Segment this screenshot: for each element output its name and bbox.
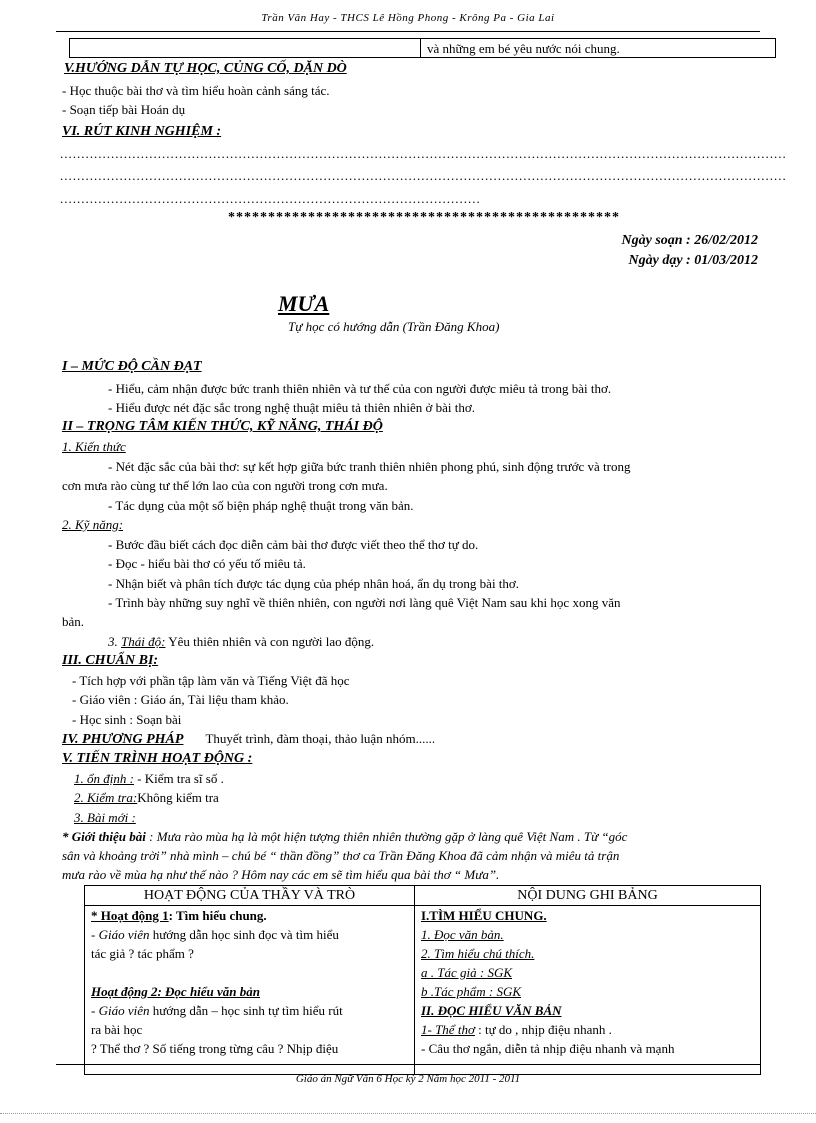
table-header-content: NỘI DUNG GHI BẢNG <box>415 886 761 906</box>
content-desc: - Câu thơ ngắn, diễn tả nhịp điệu nhanh và mạnh <box>421 1041 675 1056</box>
table-header-row <box>85 886 761 906</box>
page-edge <box>0 1113 816 1114</box>
skills-line-4b: bản. <box>62 614 85 629</box>
section5-item-2: - Soạn tiếp bài Hoán dụ <box>62 102 186 117</box>
notes-line-3: ................................................................................................... <box>60 191 481 206</box>
header-rule <box>56 31 760 32</box>
prep-item-1: - Tích hợp với phần tập làm văn và Tiếng Việt đã học <box>72 673 350 688</box>
lesson-subtitle: Tự học có hướng dẫn (Trần Đăng Khoa) <box>288 319 500 334</box>
content-author: a . Tác giả : SGK <box>421 965 512 980</box>
attitude-number: 3. <box>108 634 121 649</box>
continued-table-right-cell: và những em bé yêu nước nói chung. <box>427 41 620 56</box>
activity1-desc-2: tác giả ? tác phẩm ? <box>91 946 194 961</box>
content-form-label: 1- Thể thơ <box>421 1022 475 1037</box>
part3-heading: III. CHUẨN BỊ: <box>62 653 159 668</box>
section5-heading: V.HƯỚNG DẪN TỰ HỌC, CỦNG CỐ, DẶN DÒ <box>64 61 347 76</box>
attitude-line <box>108 633 374 650</box>
content-read: 1. Đọc văn bản. <box>421 927 504 942</box>
date-taught: Ngày dạy : 01/03/2012 <box>628 253 758 268</box>
activity2-heading: Hoạt động 2: Đọc hiểu văn bản <box>91 984 261 999</box>
part4-line <box>62 730 435 748</box>
continued-table-row <box>69 38 776 58</box>
activity-table <box>84 885 761 1075</box>
activities-cell <box>85 906 415 1075</box>
content-work: b .Tác phẩm : SGK <box>421 984 522 999</box>
activity1-line <box>91 906 408 925</box>
continued-table-left-cell <box>70 39 421 57</box>
part1-heading: I – MỨC ĐỘ CẦN ĐẠT <box>62 359 202 374</box>
section5-item-1: - Học thuộc bài thơ và tìm hiểu hoàn cảnh sáng tác. <box>62 83 330 98</box>
separator: ************************************************* <box>228 210 620 225</box>
activity1-desc-teacher: - Giáo viên <box>91 927 150 942</box>
part4-heading: IV. PHƯƠNG PHÁP <box>62 732 184 747</box>
content-heading-2: II. ĐỌC HIỂU VĂN BẢN <box>421 1003 562 1018</box>
step2-label: 2. Kiểm tra: <box>74 790 138 805</box>
skills-line-3: - Nhận biết và phân tích được tác dụng của phép nhân hoá, ẩn dụ trong bài thơ. <box>108 576 520 591</box>
page-header: Trần Văn Hay - THCS Lê Hồng Phong - Krông Pa - Gia Lai <box>261 12 555 24</box>
step3-label: 3. Bài mới : <box>74 810 136 825</box>
intro-line-2: sân và khoảng trời” nhà mình – chú bé “ thần đồng” thơ ca Trần Đăng Khoa đã cảm nhận và miêu tả trận <box>62 848 620 863</box>
intro-label: * Giới thiệu bài <box>62 829 146 844</box>
step2-text: Không kiểm tra <box>137 790 219 805</box>
knowledge-line-1a: - Nét đặc sắc của bài thơ: sự kết hợp giữa bức tranh thiên nhiên phong phú, sinh động trước và trong <box>108 459 631 474</box>
lesson-title: MƯA <box>278 291 330 316</box>
intro-line-1 <box>62 828 627 845</box>
attitude-label: Thái độ: <box>121 634 166 649</box>
intro-line-3: mưa rào về mùa hạ như thế nào ? Hôm nay các em sẽ tìm hiểu qua bài thơ “ Mưa”. <box>62 867 500 882</box>
skills-line-2: - Đọc - hiểu bài thơ có yếu tố miêu tả. <box>108 556 306 571</box>
skills-subheading: 2. Kỹ năng: <box>62 517 124 532</box>
prep-item-3: - Học sinh : Soạn bài <box>72 712 182 727</box>
knowledge-line-2: - Tác dụng của một số biện pháp nghệ thuật trong văn bản. <box>108 498 414 513</box>
part1-line-2: - Hiểu được nét đặc sắc trong nghệ thuật miêu tả thiên nhiên ở bài thơ. <box>108 400 476 415</box>
date-prepared: Ngày soạn : 26/02/2012 <box>621 233 758 248</box>
notes-line-2: ........................................................................................................................................................................... <box>60 168 787 183</box>
part1-line-1: - Hiểu, cảm nhận được bức tranh thiên nhiên và tư thế của con người được miêu tả trong bài thơ. <box>108 381 612 396</box>
table-row <box>85 906 761 1075</box>
activity1-text: : Tìm hiểu chung. <box>168 908 267 923</box>
step1-label: 1. ổn định : <box>74 771 134 786</box>
activity2-desc-rest: hướng dẫn – học sinh tự tìm hiểu rút <box>149 1003 343 1018</box>
activity2-desc-2: ra bài học <box>91 1022 143 1037</box>
footer-rule <box>56 1064 760 1065</box>
part2-heading: II – TRỌNG TÂM KIẾN THỨC, KỸ NĂNG, THÁI ĐỘ <box>62 419 383 434</box>
skills-line-4a: - Trình bày những suy nghĩ về thiên nhiên, con người nơi làng quê Việt Nam sau khi học xong văn <box>108 595 621 610</box>
intro-text-1: : Mưa rào mùa hạ là một hiện tượng thiên nhiên thường gặp ở làng quê Việt Nam . Từ “góc <box>145 829 628 844</box>
section6-heading: VI. RÚT KINH NGHIỆM : <box>62 124 222 139</box>
page-footer: Giáo án Ngữ Văn 6 Học kỳ 2 Năm học 2011 - 2011 <box>295 1073 521 1085</box>
step1-line <box>74 770 224 787</box>
activity1-desc-1 <box>91 925 408 944</box>
skills-line-1: - Bước đầu biết cách đọc diễn cảm bài thơ được viết theo thể thơ tự do. <box>108 537 479 552</box>
activity1-desc-rest: hướng dẫn học sinh đọc và tìm hiểu <box>149 927 339 942</box>
activity2-question: ? Thể thơ ? Số tiếng trong từng câu ? Nhịp điệu <box>91 1041 339 1056</box>
activity2-desc-teacher: - Giáo viên <box>91 1003 150 1018</box>
knowledge-line-1b: cơn mưa rào cùng tư thế lớn lao của con người trong cơn mưa. <box>62 478 388 493</box>
content-notes: 2. Tìm hiểu chú thích. <box>421 946 535 961</box>
content-heading-1: I.TÌM HIỂU CHUNG. <box>421 908 547 923</box>
table-header-activities: HOẠT ĐỘNG CỦA THẦY VÀ TRÒ <box>85 886 415 906</box>
part4-text: Thuyết trình, đàm thoại, thảo luận nhóm...... <box>205 731 436 746</box>
part5-heading: V. TIẾN TRÌNH HOẠT ĐỘNG : <box>62 751 253 766</box>
activity1-label: * Hoạt động 1 <box>91 908 169 923</box>
notes-line-1: ........................................................................................................................................................................... <box>60 146 787 161</box>
attitude-text: Yêu thiên nhiên và con người lao động. <box>165 634 375 649</box>
prep-item-2: - Giáo viên : Giáo án, Tài liệu tham khảo. <box>72 692 289 707</box>
activity2-desc-1 <box>91 1001 408 1020</box>
step1-text: - Kiểm tra sĩ số . <box>133 771 224 786</box>
content-cell <box>415 906 761 1075</box>
knowledge-subheading: 1. Kiến thức <box>62 439 126 454</box>
step2-line <box>74 789 219 806</box>
content-form-line <box>421 1020 754 1039</box>
content-form-text: : tự do , nhịp điệu nhanh . <box>474 1022 612 1037</box>
